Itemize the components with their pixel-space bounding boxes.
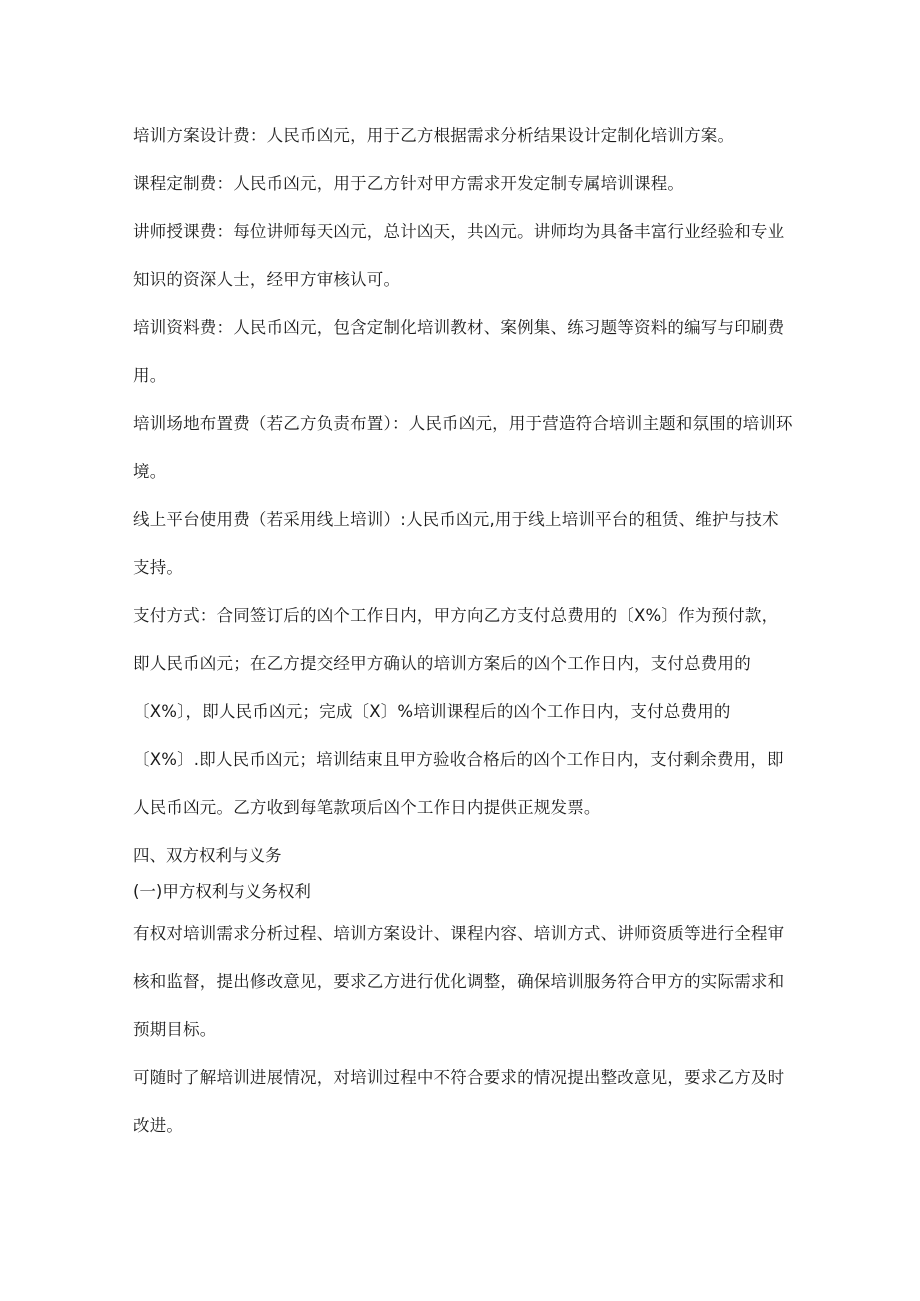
section-heading: 四、双方权利与义务	[133, 846, 282, 865]
paragraph-review-rights: 有权对培训需求分析过程、培训方案设计、课程内容、培训方式、讲师资质等进行全程审核和监督，提出修改意见，要求乙方进行优化调整，确保培训服务符合甲方的实际需求和预期目标。	[133, 924, 785, 1039]
paragraph-course-customization-fee: 课程定制费：人民币凶元，用于乙方针对甲方需求开发定制专属培训课程。	[133, 174, 685, 193]
subsection-heading: (一)甲方权利与义务权利	[133, 882, 311, 901]
document-body	[133, 112, 793, 1150]
paragraph-venue-setup-fee: 培训场地布置费（若乙方负责布置）：人民币凶元，用于营造符合培训主题和氛围的培训环境。	[133, 414, 793, 481]
paragraph-training-plan-fee: 培训方案设计费：人民币凶元，用于乙方根据需求分析结果设计定制化培训方案。	[133, 126, 735, 145]
paragraph-online-platform-fee: 线上平台使用费（若采用线上培训）:人民币凶元,用于线上培训平台的租赁、维护与技术支持。	[133, 510, 779, 577]
paragraph-progress-rights: 可随时了解培训进展情况，对培训过程中不符合要求的情况提出整改意见，要求乙方及时改进。	[133, 1068, 785, 1135]
paragraph-payment-method: 支付方式：合同签订后的凶个工作日内，甲方向乙方支付总费用的〔X%〕作为预付款，即人民币凶元；在乙方提交经甲方确认的培训方案后的凶个工作日内，支付总费用的〔X%〕，即人民币凶元；完成〔X〕%培训课程后的凶个工作日内，支付总费用的〔X%〕.即人民币凶元；培训结束且甲方验收合格后的凶个工作日内，支付剩余费用，即人民币凶元。乙方收到每笔款项后凶个工作日内提供正规发票。	[133, 606, 784, 817]
paragraph-lecturer-fee: 讲师授课费：每位讲师每天凶元，总计凶天，共凶元。讲师均为具备丰富行业经验和专业知识的资深人士，经甲方审核认可。	[133, 222, 785, 289]
paragraph-materials-fee: 培训资料费：人民币凶元，包含定制化培训教材、案例集、练习题等资料的编写与印刷费用。	[133, 318, 785, 385]
